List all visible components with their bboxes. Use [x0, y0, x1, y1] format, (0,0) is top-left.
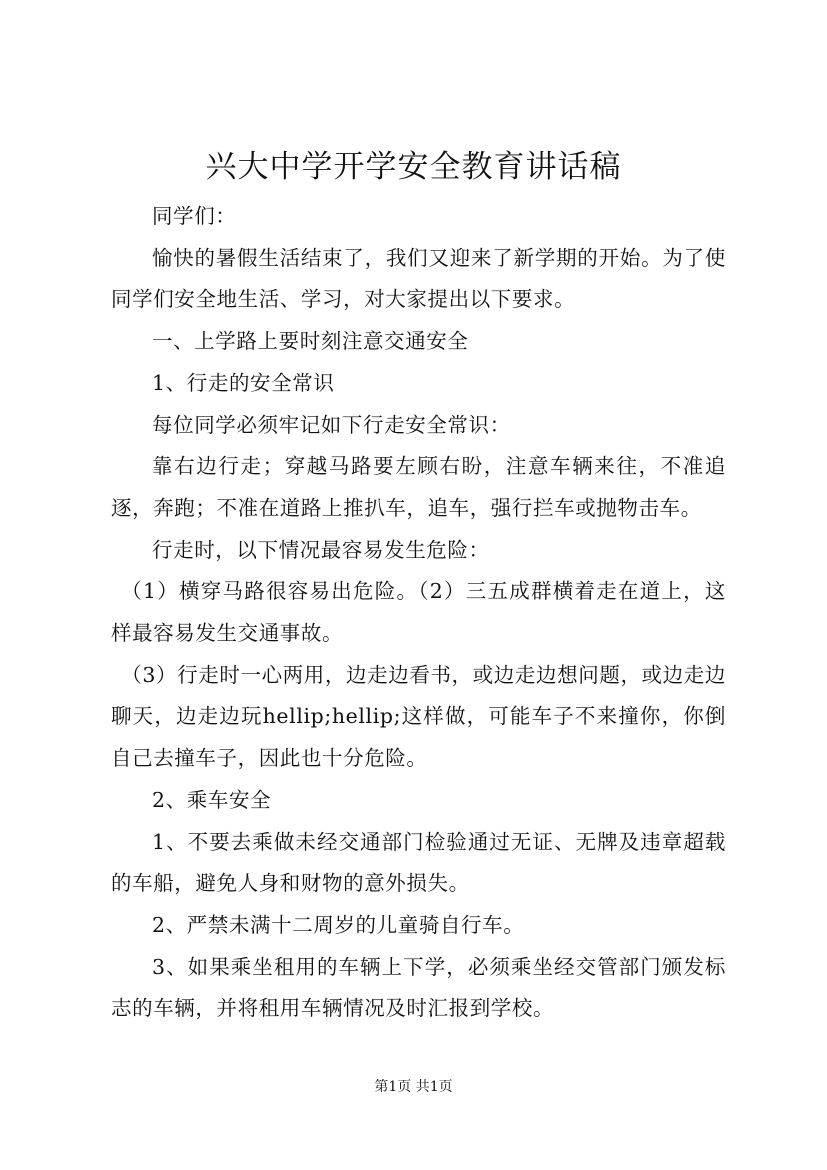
page-number-label: 第1页 共1页 — [374, 1079, 453, 1095]
paragraph-intro: 愉快的暑假生活结束了，我们又迎来了新学期的开始。为了使同学们安全地生活、学习，对大家提出以下要求。 — [111, 245, 726, 312]
subheading-riding: 2、乘车安全 — [152, 787, 272, 812]
paragraph-danger-1-2: （1）横穿马路很容易出危险。（2）三五成群横着走在道上，这样最容易发生交通事故。 — [111, 579, 726, 646]
paragraph-greeting: 同学们： — [152, 204, 237, 228]
document-body — [111, 196, 726, 1030]
page-footer — [0, 1077, 827, 1097]
paragraph-walking-rules: 靠右边行走；穿越马路要左顾右盼，注意车辆来往，不准追逐，奔跑；不准在道路上推扒车，追车，强行拦车或抛物击车。 — [111, 454, 726, 520]
document-title: 兴大中学开学安全教育讲话稿 — [205, 149, 622, 185]
subheading-walking: 1、行走的安全常识 — [152, 370, 335, 395]
paragraph-danger-intro: 行走时，以下情况最容易发生危险： — [152, 537, 490, 562]
paragraph-walking-rules-intro: 每位同学必须牢记如下行走安全常识： — [152, 412, 511, 437]
paragraph-riding-rule-2: 2、严禁未满十二周岁的儿童骑自行车。 — [152, 912, 525, 937]
paragraph-danger-3: （3）行走时一心两用，边走边看书，或边走边想问题，或边走边聊天，边走边玩hellip;hellip;这样做，可能车子不来撞你，你倒自己去撞车子，因此也十分危险。 — [111, 662, 726, 771]
paragraph-riding-rule-3: 3、如果乘坐租用的车辆上下学，必须乘坐经交管部门颁发标志的车辆，并将租用车辆情况及时汇报到学校。 — [111, 954, 726, 1021]
paragraph-riding-rule-1: 1、不要去乘做未经交通部门检验通过无证、无牌及违章超载的车船，避免人身和财物的意外损失。 — [111, 829, 726, 896]
section-heading-traffic: 一、上学路上要时刻注意交通安全 — [152, 329, 469, 354]
